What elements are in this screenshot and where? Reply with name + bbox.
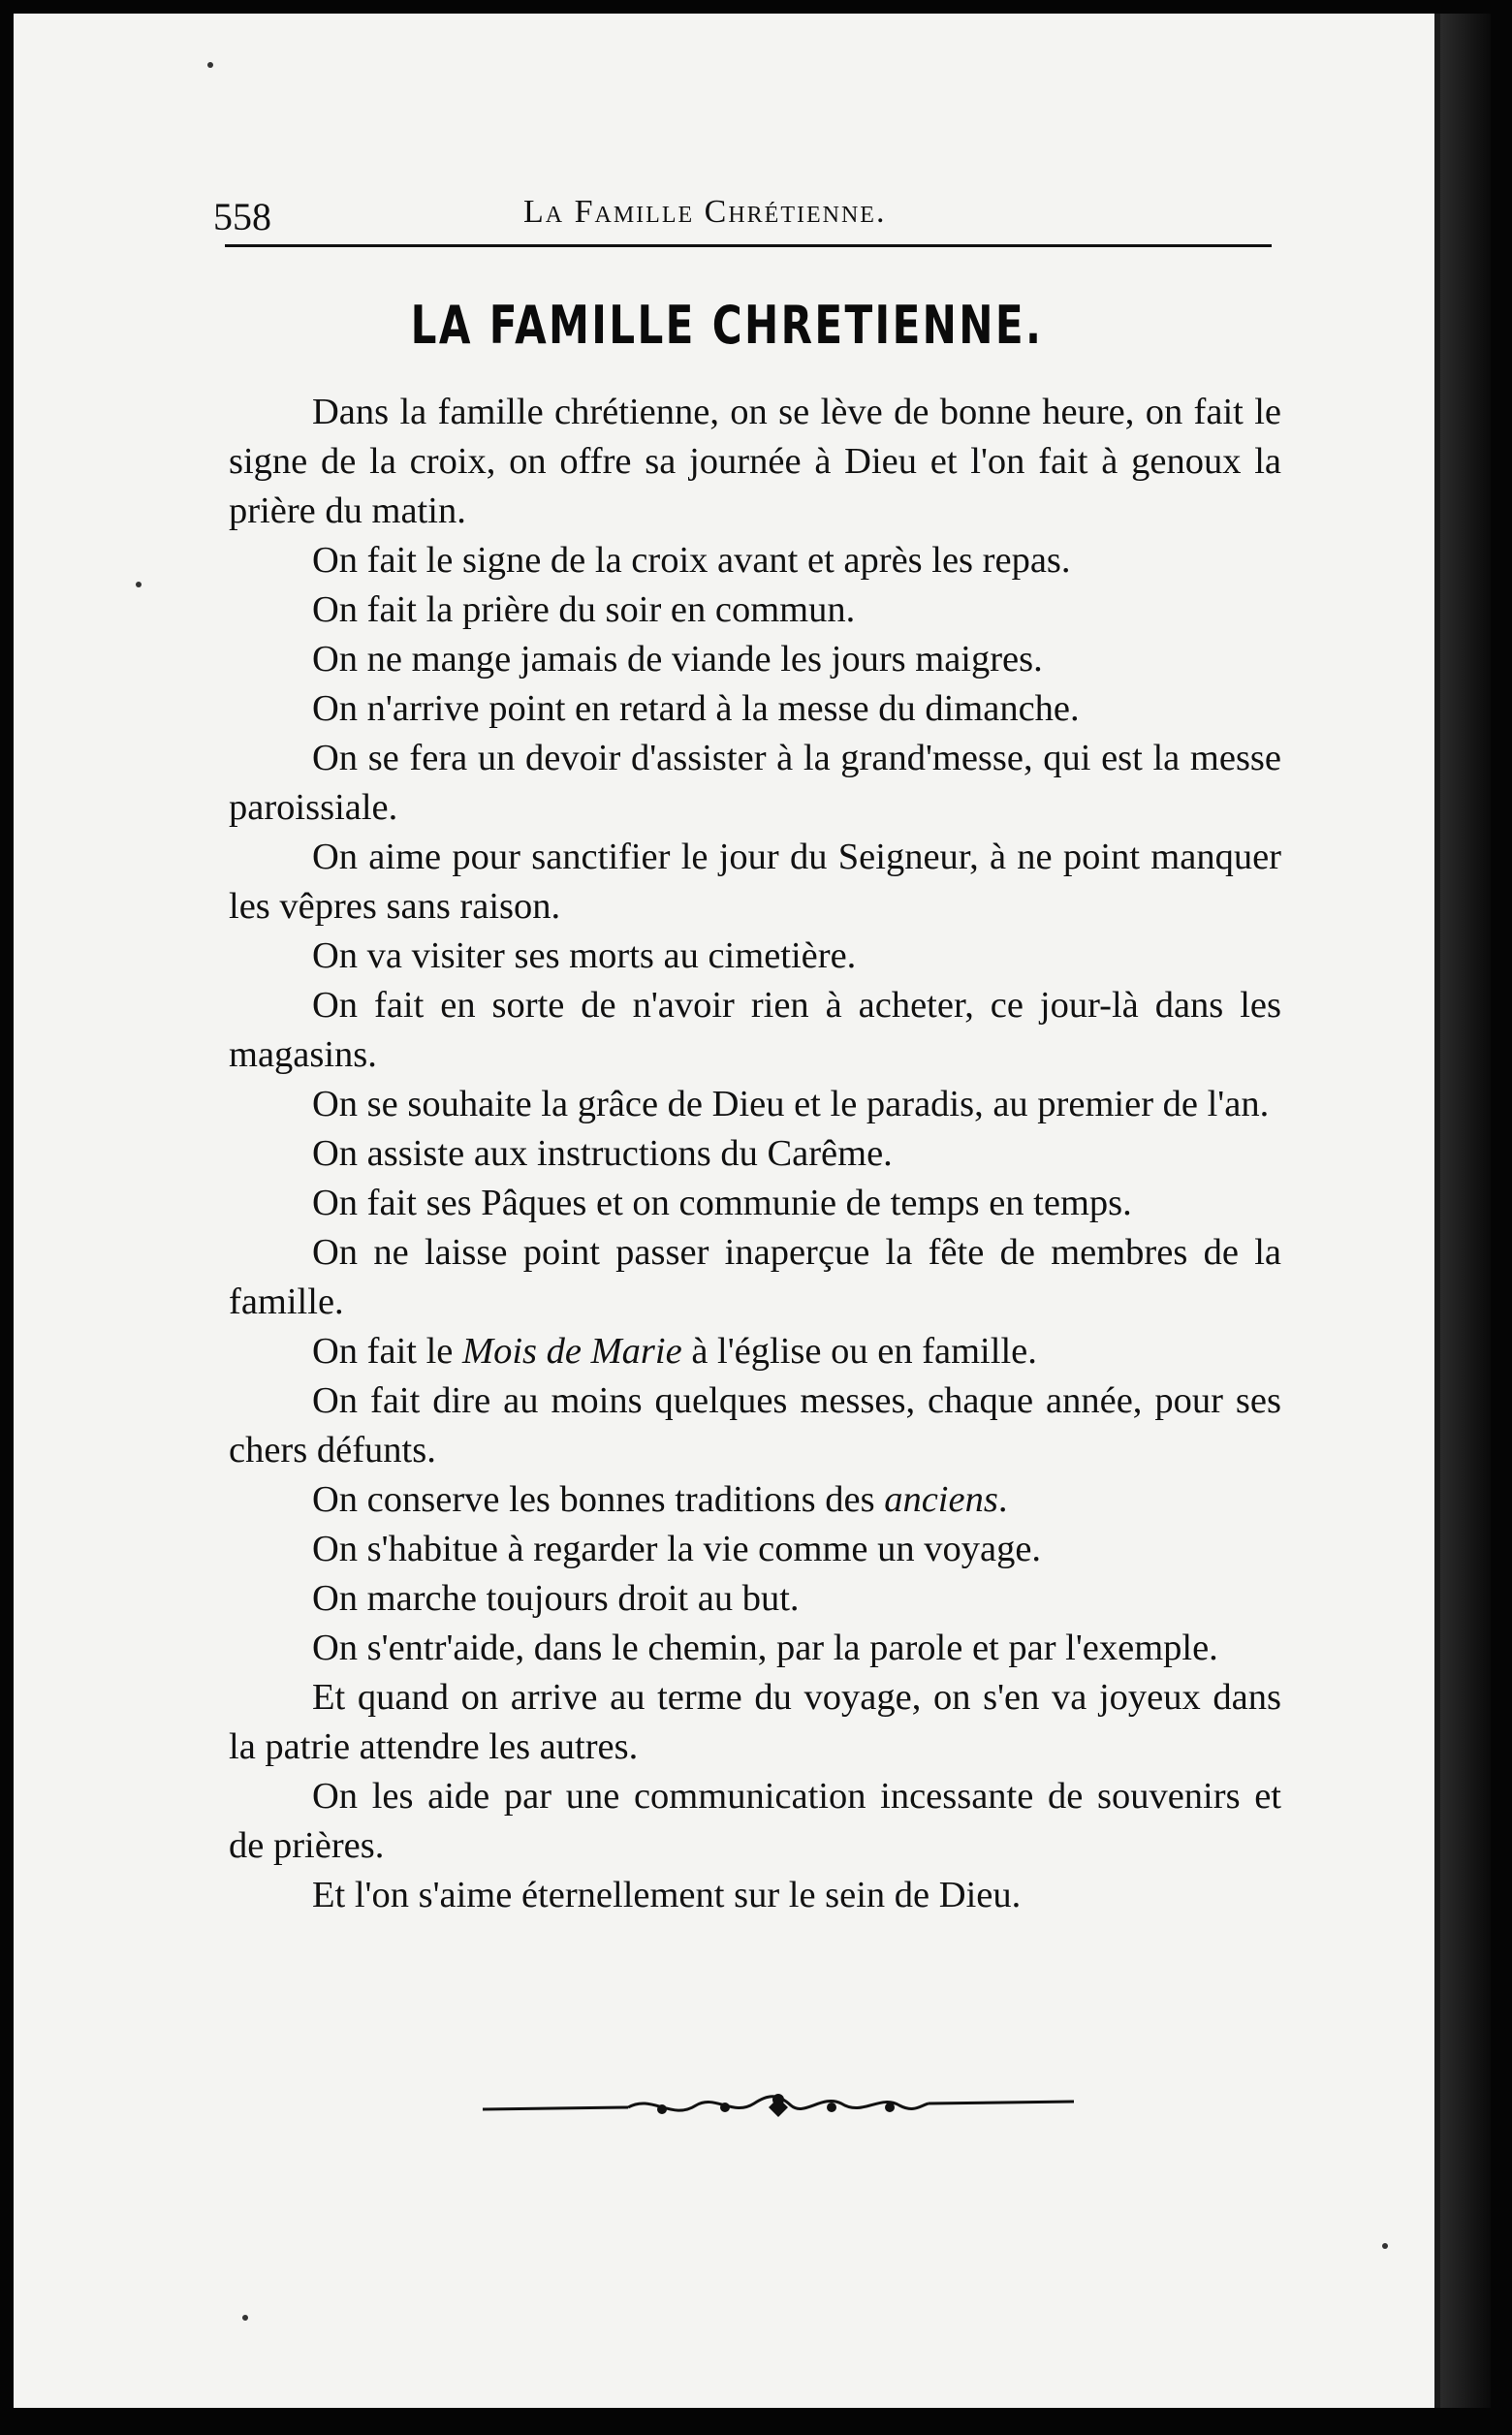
paragraph: On s'entr'aide, dans le chemin, par la parole et par l'exemple. — [312, 1628, 1218, 1668]
paragraph: On se fera un devoir d'assister à la grand'messe, qui est la messe paroissiale. — [229, 738, 1281, 828]
scan-speck — [1382, 2243, 1388, 2249]
italic-phrase: Mois de Marie — [462, 1331, 682, 1372]
running-title: La Famille Chrétienne. — [523, 194, 887, 230]
paragraph: Et l'on s'aime éternellement sur le sein de Dieu. — [312, 1875, 1022, 1915]
paragraph: On ne laisse point passer inaperçue la fête de membres de la famille. — [229, 1232, 1281, 1322]
paragraph: On s'habitue à regarder la vie comme un voyage. — [312, 1529, 1042, 1569]
book-page — [14, 14, 1440, 2408]
scan-speck — [242, 2315, 248, 2321]
page-number: 558 — [213, 195, 271, 238]
running-head — [213, 184, 1270, 242]
paragraph: On fait la prière du soir en commun. — [312, 589, 856, 630]
paragraph-anciens — [229, 1475, 1281, 1525]
paragraph: On fait dire au moins quelques messes, chaque année, pour ses chers défunts. — [229, 1380, 1281, 1470]
paragraph: On fait le signe de la croix avant et après les repas. — [312, 540, 1071, 581]
paragraph: On fait en sorte de n'avoir rien à acheter, ce jour-là dans les magasins. — [229, 985, 1281, 1075]
paragraph: On marche toujours droit au but. — [312, 1578, 800, 1619]
paragraph: Et quand on arrive au terme du voyage, on s'en va joyeux dans la patrie attendre les autres. — [229, 1677, 1281, 1767]
paragraph-mois-de-marie — [229, 1327, 1281, 1376]
scan-speck — [136, 582, 142, 587]
paragraph-text: . — [997, 1479, 1008, 1520]
italic-word: anciens — [884, 1479, 998, 1520]
paragraph-text: à l'église ou en famille. — [681, 1331, 1037, 1372]
paragraph: On n'arrive point en retard à la messe du dimanche. — [312, 688, 1080, 729]
paragraph: Dans la famille chrétienne, on se lève de bonne heure, on fait le signe de la croix, on offre sa journée à Dieu et l'on fait à genoux la prière du matin. — [229, 392, 1281, 531]
paragraph: On les aide par une communication incessante de souvenirs et de prières. — [229, 1776, 1281, 1866]
paragraph: On se souhaite la grâce de Dieu et le paradis, au premier de l'an. — [312, 1084, 1270, 1124]
body-text — [229, 388, 1281, 1920]
paragraph-text: On conserve les bonnes traditions des — [312, 1479, 885, 1520]
paragraph-text: On fait le — [312, 1331, 463, 1372]
paragraph: On aime pour sanctifier le jour du Seigneur, à ne point manquer les vêpres sans raison. — [229, 837, 1281, 927]
paragraph: On va visiter ses morts au cimetière. — [312, 935, 857, 976]
paragraph: On assiste aux instructions du Carême. — [312, 1133, 893, 1174]
paragraph: On ne mange jamais de viande les jours maigres. — [312, 639, 1043, 680]
paragraph: On fait ses Pâques et on communie de temps en temps. — [312, 1183, 1132, 1223]
header-rule — [225, 244, 1272, 247]
scan-speck — [207, 62, 213, 68]
chapter-title: LA FAMILLE CHRETIENNE. — [410, 295, 1044, 356]
tail-piece-ornament — [483, 2088, 1074, 2127]
